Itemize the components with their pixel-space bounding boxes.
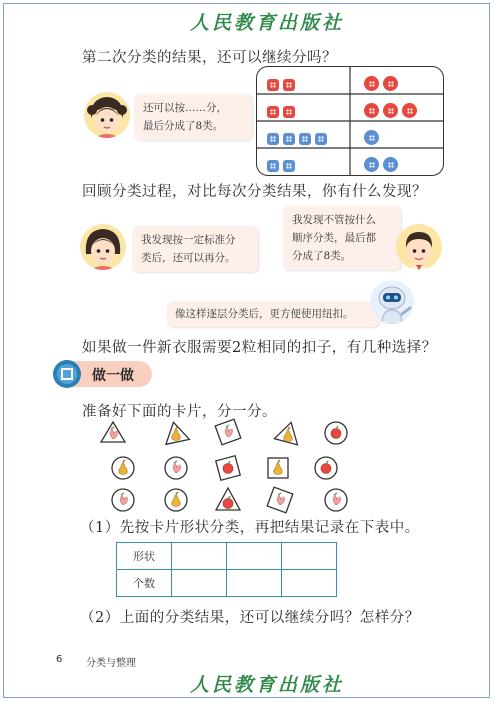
table-row: [117, 570, 337, 597]
row-label-shape: 形状: [117, 543, 172, 570]
practice-instruction: 准备好下面的卡片，分一分。: [82, 404, 277, 420]
question-2: 回顾分类过程，对比每次分类结果，你有什么发现？: [82, 184, 427, 200]
card-triangle-pear: [274, 419, 302, 445]
speech-line: 类后，还可以再分。: [141, 252, 236, 264]
button-round-red-icon: [364, 103, 379, 118]
card-circle-pear: [112, 457, 134, 479]
record-cell[interactable]: [172, 570, 227, 597]
button-round-red-icon: [364, 76, 379, 91]
button-square-blue-icon: [283, 160, 295, 172]
table-row: [117, 543, 337, 570]
button-round-blue-icon: [383, 157, 398, 172]
card-circle-apple: [315, 457, 337, 479]
card-square-peach: [215, 419, 241, 445]
sort-cell-r2-left: [267, 101, 299, 120]
card-circle-pear: [165, 489, 187, 511]
button-square-red-icon: [267, 79, 279, 91]
card-circle-peach: [325, 489, 347, 511]
button-sort-table: [256, 66, 444, 176]
sort-cell-r3-left: [267, 128, 331, 147]
record-cell[interactable]: [172, 543, 227, 570]
girl-speech-bubble: [134, 94, 252, 140]
button-round-red-icon: [383, 76, 398, 91]
girl-speech-bubble-2: [132, 226, 258, 272]
task-1: （1）先按卡片形状分类，再把结果记录在下表中。: [80, 520, 420, 536]
button-square-red-icon: [267, 106, 279, 118]
robot-speech-bubble: [167, 301, 379, 327]
chapter-name: 分类与整理: [86, 658, 136, 669]
girl-avatar-2: [80, 224, 126, 270]
record-cell[interactable]: [227, 570, 282, 597]
speech-line: 还可以按……分，: [143, 102, 227, 114]
speech-line: 顺序分类，最后都: [292, 232, 376, 244]
card-circle-apple: [325, 422, 347, 444]
button-square-blue-icon: [283, 133, 295, 145]
button-round-blue-icon: [364, 130, 379, 145]
sort-cell-r1-right: [364, 73, 402, 92]
card-square-peach: [267, 487, 293, 513]
practice-icon: [52, 359, 82, 389]
button-square-red-icon: [283, 106, 295, 118]
task-2: （2）上面的分类结果，还可以继续分吗？怎样分？: [80, 610, 420, 626]
girl-avatar: [84, 92, 130, 138]
sort-cell-r2-right: [364, 100, 421, 119]
button-round-red-icon: [383, 103, 398, 118]
record-table: [116, 542, 337, 597]
practice-banner: [54, 361, 152, 387]
practice-title: 做一做: [92, 368, 134, 384]
sort-cell-r1-left: [267, 74, 299, 93]
record-cell[interactable]: [282, 543, 337, 570]
speech-line: 我发现按一定标准分: [141, 234, 236, 246]
speech-line: 我发现不管按什么: [292, 214, 376, 226]
cards-grid: [100, 418, 360, 518]
question-1: 第二次分类的结果，还可以继续分吗？: [82, 50, 337, 66]
question-3: 如果做一件新衣服需要2粒相同的扣子，有几种选择？: [82, 340, 437, 356]
card-triangle-apple: [216, 488, 240, 510]
sort-cell-r4-right: [364, 154, 402, 173]
speech-line: 分成了8类。: [292, 250, 352, 262]
card-triangle-peach: [101, 422, 125, 442]
card-circle-peach: [165, 457, 187, 479]
speech-line: 最后分成了8类。: [143, 120, 224, 132]
boy-avatar: [396, 224, 442, 270]
sort-cell-r3-right: [364, 127, 383, 146]
page-number: 6: [56, 654, 63, 665]
card-circle-peach: [112, 489, 134, 511]
record-cell[interactable]: [282, 570, 337, 597]
card-square-apple: [216, 456, 240, 480]
button-square-red-icon: [283, 79, 295, 91]
record-cell[interactable]: [227, 543, 282, 570]
button-square-blue-icon: [267, 133, 279, 145]
speech-line: 像这样逐层分类后，更方便使用纽扣。: [175, 308, 354, 320]
button-round-red-icon: [402, 103, 417, 118]
row-label-count: 个数: [117, 570, 172, 597]
button-round-blue-icon: [364, 157, 379, 172]
robot-avatar: [370, 280, 414, 324]
card-triangle-pear: [162, 420, 190, 445]
button-square-blue-icon: [267, 160, 279, 172]
boy-speech-bubble: [283, 206, 401, 270]
header-publisher: 人民教育出版社: [190, 12, 345, 34]
footer-publisher: 人民教育出版社: [190, 674, 345, 696]
button-square-blue-icon: [299, 133, 311, 145]
sort-cell-r4-left: [267, 155, 299, 174]
button-square-blue-icon: [315, 133, 327, 145]
card-square-pear: [268, 458, 288, 478]
